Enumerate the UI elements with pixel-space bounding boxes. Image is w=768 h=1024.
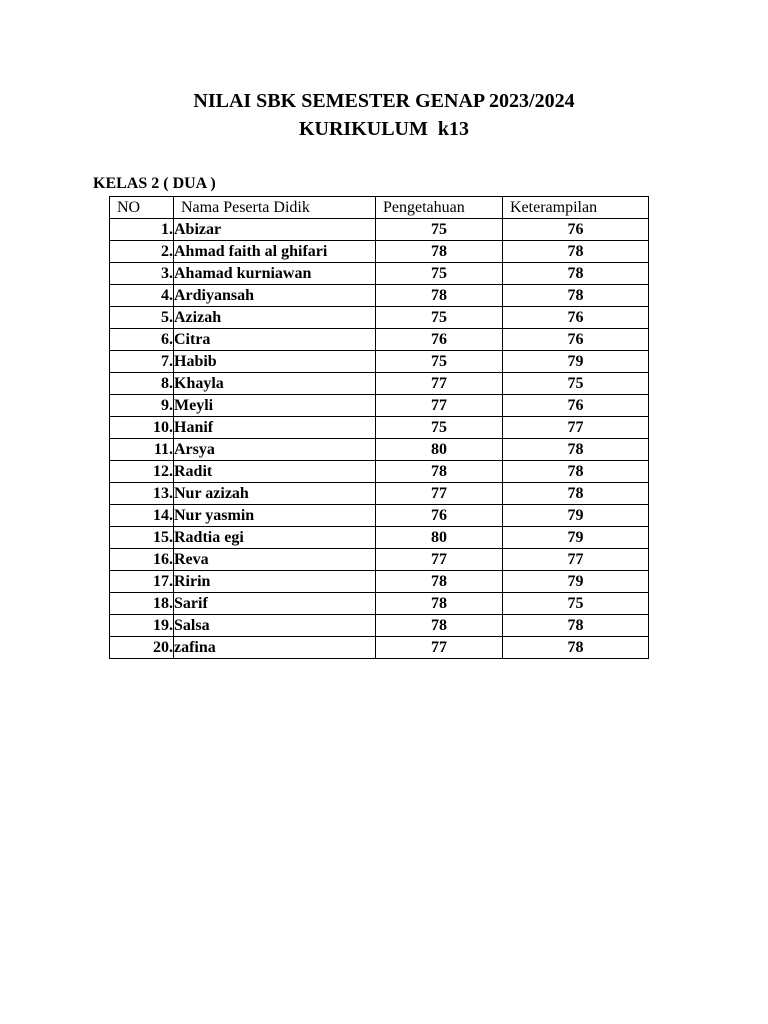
table-row <box>110 571 649 593</box>
table-row <box>110 637 649 659</box>
cell-pengetahuan: 75 <box>376 307 503 329</box>
cell-no: 8. <box>110 373 174 395</box>
cell-name: Meyli <box>174 395 376 417</box>
cell-no: 12. <box>110 461 174 483</box>
cell-no: 5. <box>110 307 174 329</box>
header-name: Nama Peserta Didik <box>174 197 376 219</box>
cell-pengetahuan: 75 <box>376 417 503 439</box>
cell-no: 3. <box>110 263 174 285</box>
table-row <box>110 307 649 329</box>
table-row <box>110 395 649 417</box>
cell-name: Khayla <box>174 373 376 395</box>
cell-name: Ahmad faith al ghifari <box>174 241 376 263</box>
cell-no: 7. <box>110 351 174 373</box>
cell-keterampilan: 75 <box>503 373 649 395</box>
subtitle-text: KURIKULUM k13 <box>298 118 469 140</box>
cell-pengetahuan: 76 <box>376 329 503 351</box>
table-row <box>110 549 649 571</box>
cell-name: Nur yasmin <box>174 505 376 527</box>
grades-table <box>109 196 649 659</box>
cell-pengetahuan: 75 <box>376 263 503 285</box>
cell-keterampilan: 78 <box>503 241 649 263</box>
cell-name: Nur azizah <box>174 483 376 505</box>
table-body <box>110 219 649 659</box>
header-pengetahuan: Pengetahuan <box>376 197 503 219</box>
page-title: NILAI SBK SEMESTER GENAP 2023/2024 <box>193 90 575 112</box>
table-row <box>110 461 649 483</box>
cell-name: Arsya <box>174 439 376 461</box>
cell-pengetahuan: 77 <box>376 549 503 571</box>
table-row <box>110 505 649 527</box>
cell-no: 13. <box>110 483 174 505</box>
cell-name: Ardiyansah <box>174 285 376 307</box>
header-no: NO <box>110 197 174 219</box>
cell-pengetahuan: 78 <box>376 461 503 483</box>
cell-keterampilan: 77 <box>503 417 649 439</box>
cell-no: 11. <box>110 439 174 461</box>
cell-keterampilan: 78 <box>503 263 649 285</box>
table-header-row <box>110 197 649 219</box>
cell-name: Sarif <box>174 593 376 615</box>
cell-pengetahuan: 80 <box>376 527 503 549</box>
table-row <box>110 527 649 549</box>
cell-pengetahuan: 78 <box>376 615 503 637</box>
cell-no: 17. <box>110 571 174 593</box>
cell-name: Ririn <box>174 571 376 593</box>
cell-name: Radit <box>174 461 376 483</box>
cell-keterampilan: 79 <box>503 527 649 549</box>
cell-no: 4. <box>110 285 174 307</box>
cell-keterampilan: 79 <box>503 505 649 527</box>
table-row <box>110 373 649 395</box>
table-row <box>110 417 649 439</box>
table-row <box>110 263 649 285</box>
cell-pengetahuan: 76 <box>376 505 503 527</box>
table-row <box>110 285 649 307</box>
table-row <box>110 615 649 637</box>
cell-no: 9. <box>110 395 174 417</box>
cell-name: Reva <box>174 549 376 571</box>
cell-keterampilan: 78 <box>503 285 649 307</box>
table-row <box>110 593 649 615</box>
cell-no: 2. <box>110 241 174 263</box>
cell-pengetahuan: 77 <box>376 395 503 417</box>
cell-keterampilan: 78 <box>503 637 649 659</box>
cell-pengetahuan: 77 <box>376 483 503 505</box>
cell-pengetahuan: 75 <box>376 219 503 241</box>
table-row <box>110 439 649 461</box>
page-subtitle <box>0 117 768 141</box>
cell-no: 19. <box>110 615 174 637</box>
cell-name: Habib <box>174 351 376 373</box>
cell-keterampilan: 78 <box>503 439 649 461</box>
cell-keterampilan: 76 <box>503 219 649 241</box>
cell-name: Azizah <box>174 307 376 329</box>
cell-no: 1. <box>110 219 174 241</box>
cell-keterampilan: 77 <box>503 549 649 571</box>
cell-name: Salsa <box>174 615 376 637</box>
table-row <box>110 483 649 505</box>
cell-keterampilan: 78 <box>503 461 649 483</box>
cell-keterampilan: 78 <box>503 483 649 505</box>
cell-no: 18. <box>110 593 174 615</box>
table-row <box>110 351 649 373</box>
cell-keterampilan: 79 <box>503 351 649 373</box>
cell-name: Citra <box>174 329 376 351</box>
cell-keterampilan: 76 <box>503 329 649 351</box>
cell-name: Ahamad kurniawan <box>174 263 376 285</box>
cell-pengetahuan: 75 <box>376 351 503 373</box>
cell-keterampilan: 78 <box>503 615 649 637</box>
cell-pengetahuan: 78 <box>376 241 503 263</box>
cell-name: zafina <box>174 637 376 659</box>
cell-keterampilan: 76 <box>503 307 649 329</box>
cell-no: 20. <box>110 637 174 659</box>
cell-no: 16. <box>110 549 174 571</box>
cell-no: 10. <box>110 417 174 439</box>
table-row <box>110 241 649 263</box>
cell-pengetahuan: 78 <box>376 285 503 307</box>
cell-keterampilan: 75 <box>503 593 649 615</box>
table-row <box>110 329 649 351</box>
table-row <box>110 219 649 241</box>
cell-name: Abizar <box>174 219 376 241</box>
cell-no: 14. <box>110 505 174 527</box>
cell-name: Radtia egi <box>174 527 376 549</box>
cell-pengetahuan: 77 <box>376 637 503 659</box>
class-label: KELAS 2 ( DUA ) <box>93 175 216 192</box>
cell-pengetahuan: 77 <box>376 373 503 395</box>
cell-pengetahuan: 78 <box>376 593 503 615</box>
cell-keterampilan: 76 <box>503 395 649 417</box>
cell-name: Hanif <box>174 417 376 439</box>
cell-keterampilan: 79 <box>503 571 649 593</box>
cell-no: 6. <box>110 329 174 351</box>
cell-no: 15. <box>110 527 174 549</box>
cell-pengetahuan: 78 <box>376 571 503 593</box>
cell-pengetahuan: 80 <box>376 439 503 461</box>
header-keterampilan: Keterampilan <box>503 197 649 219</box>
